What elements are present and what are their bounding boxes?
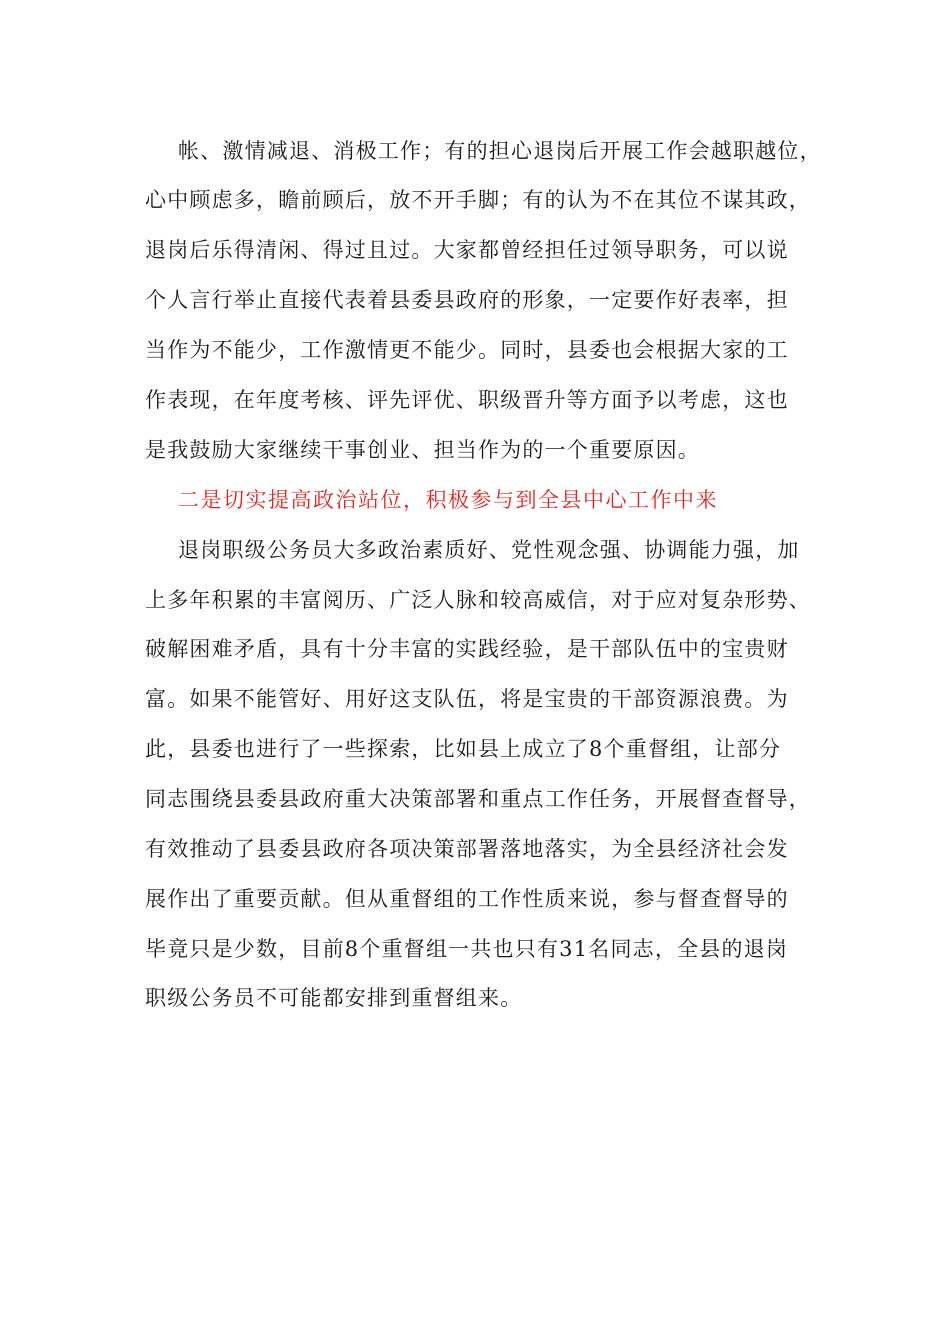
paragraph-line: 职级公务员不可能都安排到重督组来。 — [145, 986, 523, 1010]
section-heading: 二是切实提高政治站位，积极参与到全县中心工作中来 — [178, 488, 718, 512]
paragraph-line: 个人言行举止直接代表着县委县政府的形象，一定要作好表率，担 — [145, 288, 789, 312]
paragraph-line: 心中顾虑多，瞻前顾后，放不开手脚；有的认为不在其位不谋其政， — [145, 188, 811, 212]
paragraph-line: 帐、激情减退、消极工作；有的担心退岗后开展工作会越职越位， — [178, 139, 822, 163]
paragraph-line: 上多年积累的丰富阅历、广泛人脉和较高威信，对于应对复杂形势、 — [145, 588, 811, 612]
paragraph-line: 有效推动了县委县政府各项决策部署落地落实，为全县经济社会发 — [145, 837, 789, 861]
paragraph-line: 退岗后乐得清闲、得过且过。大家都曾经担任过领导职务，可以说 — [145, 238, 789, 262]
paragraph-line: 毕竟只是少数，目前8个重督组一共也只有31名同志，全县的退岗 — [145, 937, 789, 961]
paragraph-line: 此，县委也进行了一些探索，比如县上成立了8个重督组，让部分 — [145, 737, 782, 761]
paragraph-line: 破解困难矛盾，具有十分丰富的实践经验，是干部队伍中的宝贵财 — [145, 637, 789, 661]
paragraph-line: 展作出了重要贡献。但从重督组的工作性质来说，参与督查督导的 — [145, 887, 789, 911]
paragraph-line: 是我鼓励大家继续干事创业、担当作为的一个重要原因。 — [145, 438, 700, 462]
paragraph-line: 退岗职级公务员大多政治素质好、党性观念强、协调能力强，加 — [178, 538, 800, 562]
paragraph-line: 同志围绕县委县政府重大决策部署和重点工作任务，开展督查督导， — [145, 787, 811, 811]
paragraph-line: 富。如果不能管好、用好这支队伍，将是宝贵的干部资源浪费。为 — [145, 687, 789, 711]
paragraph-line: 作表现，在年度考核、评先评优、职级晋升等方面予以考虑，这也 — [145, 388, 789, 412]
paragraph-line: 当作为不能少，工作激情更不能少。同时，县委也会根据大家的工 — [145, 338, 789, 362]
